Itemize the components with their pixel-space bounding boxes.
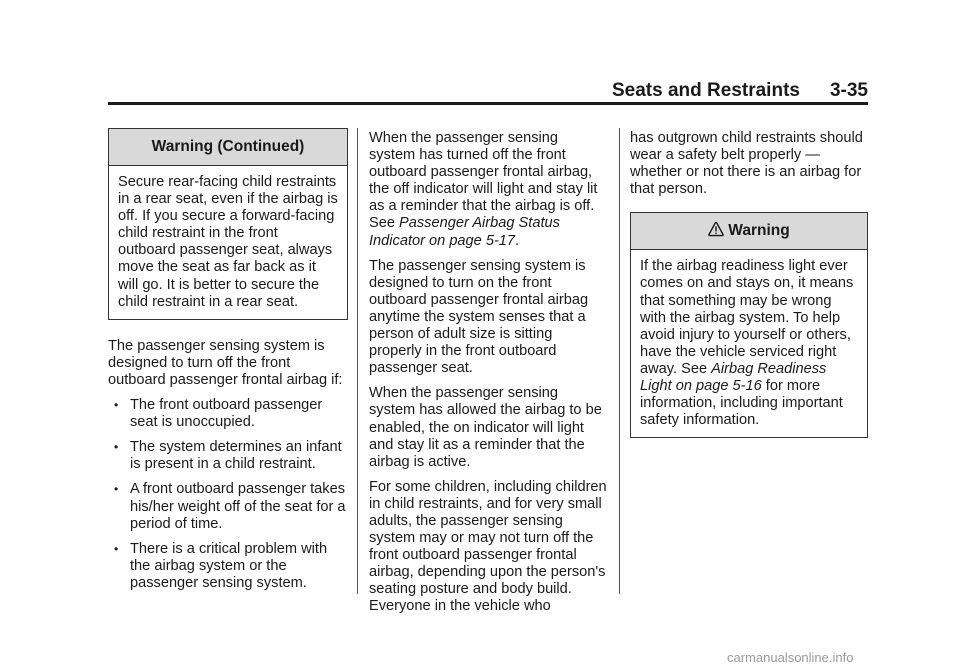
intro-paragraph: The passenger sensing system is designed to turn off the front outboard passenger frontal airbag if: bbox=[108, 337, 343, 388]
list-item: • The front outboard passenger seat is unoccupied. bbox=[114, 397, 323, 431]
warning-triangle-icon bbox=[708, 221, 724, 237]
list-item: • There is a critical problem with the airbag system or the passenger sensing system. bbox=[114, 540, 328, 591]
list-item: • A front outboard passenger takes his/her weight off of the seat for a period of time. bbox=[114, 481, 346, 532]
bullet-icon: • bbox=[114, 541, 119, 556]
paragraph: For some children, including children in child restraints, and for very small adults, the passenger sensing system may or may not turn off the front outboard passenger frontal airbag, depending upon the person's seating posture and body build. Everyone in the vehicle who bbox=[369, 478, 607, 615]
paragraph: When the passenger sensing system has turned off the front outboard passenger frontal airbag, the off indicator will light and stay lit as a reminder that the airbag is off. See Passenger Airbag Status Indicator on page 5-17. bbox=[369, 130, 598, 249]
column-2 bbox=[369, 130, 607, 624]
page-number: 3-35 bbox=[829, 80, 868, 101]
warning-text: Secure rear-facing child restraints in a rear seat, even if the airbag is off. If you secure a forward-facing child restraint in the front outboard passenger seat, always move the seat as far back as it will go. It is better to secure the child restraint in a rear seat. bbox=[118, 174, 338, 310]
column-3 bbox=[630, 130, 868, 456]
warning-title: Warning bbox=[728, 222, 790, 240]
list-item: • The system determines an infant is present in a child restraint. bbox=[114, 439, 342, 473]
warning-text: If the airbag readiness light ever comes on and stays on, it means that something may be wrong with the airbag system. To help avoid injury to yourself or others, have the vehicle serviced right away. See Airbag Readiness Light on page 5-16 for more information, including important safety information. bbox=[640, 258, 854, 429]
watermark: carmanualsonline.info bbox=[727, 650, 854, 665]
column-1 bbox=[108, 128, 348, 600]
paragraph: The passenger sensing system is designed to turn on the front outboard passenger frontal airbag anytime the system senses that a person of adult size is sitting properly in the front outboard passenger seat. bbox=[369, 257, 589, 377]
warning-box-continued bbox=[108, 128, 348, 320]
warning-header bbox=[631, 213, 867, 250]
column-divider bbox=[619, 128, 620, 594]
paragraph: has outgrown child restraints should wear a safety belt properly — whether or not there is an airbag for that person. bbox=[630, 130, 863, 198]
bullet-icon: • bbox=[114, 482, 119, 497]
cross-reference-link[interactable]: Passenger Airbag Status Indicator on page 5-17 bbox=[369, 215, 560, 249]
warning-box bbox=[630, 212, 868, 438]
page-header bbox=[108, 80, 868, 102]
section-title: Seats and Restraints bbox=[612, 80, 800, 101]
warning-title: Warning (Continued) bbox=[109, 129, 347, 166]
cross-reference-link[interactable]: Airbag Readiness Light on page 5-16 bbox=[640, 360, 827, 395]
bullet-icon: • bbox=[114, 440, 119, 455]
bullet-icon: • bbox=[114, 398, 119, 413]
column-divider bbox=[357, 128, 358, 594]
condition-list bbox=[108, 397, 348, 592]
header-rule bbox=[108, 102, 868, 105]
paragraph: When the passenger sensing system has allowed the airbag to be enabled, the on indicator will light and stay lit as a reminder that the airbag is active. bbox=[369, 385, 602, 470]
